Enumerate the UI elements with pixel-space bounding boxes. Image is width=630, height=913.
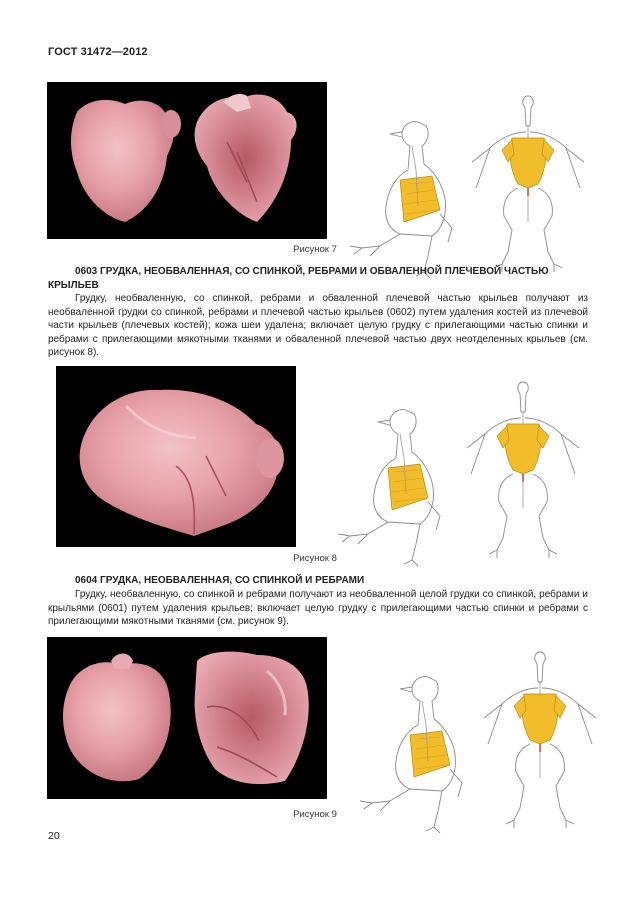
page-number: 20 — [48, 830, 60, 842]
figure-8-caption: Рисунок 8 — [293, 553, 337, 564]
section-0603-heading — [48, 265, 593, 293]
figure-8-skeleton-front — [463, 378, 583, 563]
figure-7-caption: Рисунок 7 — [293, 244, 337, 255]
figure-9-photo — [47, 637, 327, 799]
section-0603-text — [48, 292, 588, 360]
figure-9-caption: Рисунок 9 — [293, 809, 337, 820]
figure-8-skeleton-side — [328, 398, 453, 573]
section-0604-text-body: Грудку, необваленную, со спинкой и ребрами получают из необваленной целой грудки со спинкой, ребрами и крыльями (0601) путем удаления крыльев; включает целую грудку с прилегающими частью спинки и ребрами с прилегающими мякотными тканями (см. рисунок 9). — [48, 589, 588, 628]
section-0603-heading-text: 0603 ГРУДКА, НЕОБВАЛЕННАЯ, СО СПИНКОЙ, РЕБРАМИ И ОБВАЛЕННОЙ ПЛЕЧЕВОЙ ЧАСТЬЮ КРЫЛЬЕВ — [48, 266, 549, 291]
document-header: ГОСТ 31472—2012 — [48, 46, 148, 58]
section-0604-text — [48, 588, 588, 629]
section-0603-text-body: Грудку, необваленную, со спинкой, ребрами и обваленной плечевой частью крыльев получают из необваленной грудки со спинкой, ребрами и плечевой частью крыльев (0602) путем удаления костей из плечевой части крыльев (плечевых костей); кожа шеи удалена; включает целую грудку с прилегающими частью спинки и ребрами с прилегающими мякотными тканями и обваленной плечевой частью двух неотделенных крыльев (см. рисунок 8). — [48, 293, 588, 359]
figure-7-photo — [47, 82, 327, 239]
section-0604-heading-text: 0604 ГРУДКА, НЕОБВАЛЕННАЯ, СО СПИНКОЙ И РЕБРАМИ — [75, 575, 365, 586]
figure-7-skeleton-side — [340, 110, 465, 285]
figure-8-photo — [56, 366, 296, 547]
section-0604-heading — [48, 574, 593, 588]
figure-9-skeleton-front — [480, 648, 600, 833]
figure-7-skeleton-front — [468, 92, 588, 277]
